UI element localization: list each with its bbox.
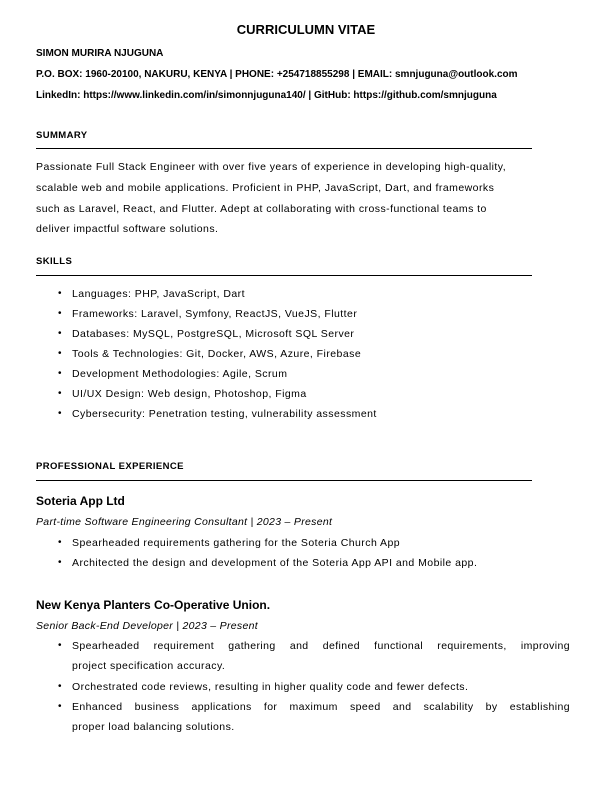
summary-line: deliver impactful software solutions. (36, 223, 219, 235)
contact-line: P.O. BOX: 1960-20100, NAKURU, KENYA | PHONE: +254718855298 | EMAIL: smnjuguna@outlook.com (36, 69, 518, 80)
bullet-icon: • (58, 557, 62, 568)
skills-heading: SKILLS (36, 256, 73, 267)
skill-item: Languages: PHP, JavaScript, Dart (72, 288, 245, 300)
bullet-icon: • (58, 640, 62, 651)
candidate-name: SIMON MURIRA NJUGUNA (36, 48, 164, 59)
skill-item: Databases: MySQL, PostgreSQL, Microsoft SQL Server (72, 328, 355, 340)
job-role: Part-time Software Engineering Consultant | 2023 – Present (36, 516, 333, 528)
bullet-icon: • (58, 288, 62, 299)
bullet-icon: • (58, 388, 62, 399)
job-bullet: Enhanced business applications for maximum speed and scalability by establishing (72, 701, 570, 713)
job-bullet-continuation: proper load balancing solutions. (72, 721, 235, 733)
summary-heading: SUMMARY (36, 130, 88, 141)
summary-line: scalable web and mobile applications. Proficient in PHP, JavaScript, Dart, and frameworks (36, 182, 495, 194)
document-title: CURRICULUMN VITAE (236, 22, 376, 37)
job-role: Senior Back-End Developer | 2023 – Present (36, 620, 258, 632)
bullet-icon: • (58, 368, 62, 379)
experience-heading: PROFESSIONAL EXPERIENCE (36, 461, 184, 472)
summary-line: such as Laravel, React, and Flutter. Adept at collaborating with cross-functional teams to (36, 203, 487, 215)
skill-item: Development Methodologies: Agile, Scrum (72, 368, 288, 380)
bullet-icon: • (58, 328, 62, 339)
bullet-icon: • (58, 408, 62, 419)
links-line: LinkedIn: https://www.linkedin.com/in/simonnjuguna140/ | GitHub: https://github.com/smnjuguna (36, 90, 497, 101)
summary-line: Passionate Full Stack Engineer with over five years of experience in developing high-quality, (36, 161, 507, 173)
job-bullet-continuation: project specification accuracy. (72, 660, 226, 672)
company-name: New Kenya Planters Co-Operative Union. (36, 598, 271, 612)
skill-item: Frameworks: Laravel, Symfony, ReactJS, VueJS, Flutter (72, 308, 358, 320)
bullet-icon: • (58, 308, 62, 319)
bullet-icon: • (58, 681, 62, 692)
job-bullet: Spearheaded requirement gathering and defined functional requirements, improving (72, 640, 570, 652)
bullet-icon: • (58, 348, 62, 359)
job-bullet: Architected the design and development of the Soteria App API and Mobile app. (72, 557, 478, 569)
summary-divider (36, 148, 532, 149)
job-bullet: Orchestrated code reviews, resulting in higher quality code and fewer defects. (72, 681, 469, 693)
skills-divider (36, 275, 532, 276)
job-bullet: Spearheaded requirements gathering for the Soteria Church App (72, 537, 401, 549)
company-name: Soteria App Ltd (36, 494, 125, 508)
skill-item: UI/UX Design: Web design, Photoshop, Figma (72, 388, 307, 400)
experience-divider (36, 480, 532, 481)
bullet-icon: • (58, 537, 62, 548)
skill-item: Cybersecurity: Penetration testing, vulnerability assessment (72, 408, 377, 420)
skill-item: Tools & Technologies: Git, Docker, AWS, Azure, Firebase (72, 348, 362, 360)
bullet-icon: • (58, 701, 62, 712)
